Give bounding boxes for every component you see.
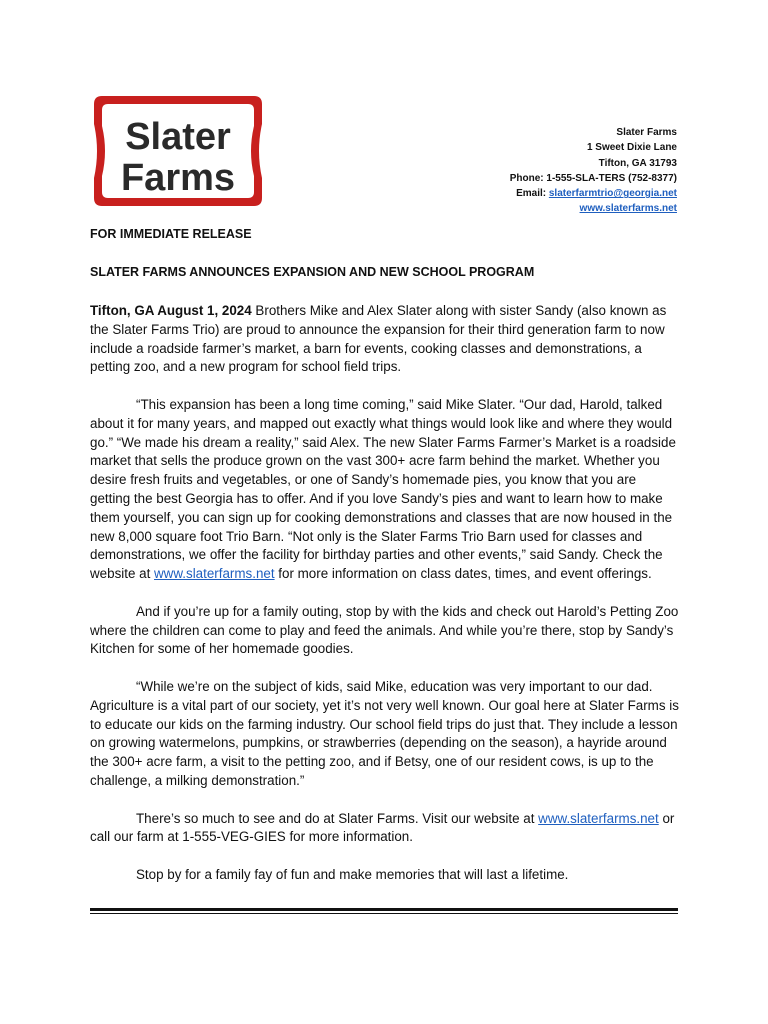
contact-email-link[interactable]: slaterfarmtrio@georgia.net [548, 188, 677, 200]
contact-website-link[interactable]: www.slaterfarms.net [579, 203, 677, 215]
contact-website-row [510, 201, 677, 216]
paragraph-5 [90, 810, 680, 848]
logo-graphic [90, 92, 266, 210]
paragraph-6-text: Stop by for a family fay of fun and make memories that will last a lifetime. [136, 866, 569, 882]
website-link-2[interactable]: www.slaterfarms.net [538, 810, 659, 826]
paragraph-4-text: “While we’re on the subject of kids, said Mike, education was very important to our dad. Agriculture is a vital part of our society, yet it’s not very well known. Our goal here at Slater Farms is to educate our kids on the farming industry. Our school field trips do just that. They include a lesson on growing watermelons, pumpkins, or strawberries (depending on the season), a hayride around the 300+ acre farm, a visit to the petting zoo, and if Betsy, one of our resident cows, is up to the challenge, a milking demonstration.” [90, 678, 679, 788]
release-label: FOR IMMEDIATE RELEASE [90, 227, 252, 241]
contact-email-label: Email: [516, 188, 549, 200]
contact-street: 1 Sweet Dixie Lane [586, 142, 677, 154]
contact-city: Tifton, GA 31793 [598, 157, 677, 169]
logo-text-line1: Slater [125, 116, 231, 158]
dateline: Tifton, GA August 1, 2024 [90, 303, 252, 318]
paragraph-3 [90, 603, 680, 659]
paragraph-3-text: And if you’re up for a family outing, stop by with the kids and check out Harold’s Petting Zoo where the children can come to play and feed the animals. And while you’re there, stop by Sandy’s Kitchen for some of her homemade goodies. [90, 603, 679, 657]
paragraph-4 [90, 678, 680, 791]
article-body [90, 302, 680, 904]
paragraph-5-tail: or call our farm at 1-555-VEG-GIES for more information. [90, 810, 675, 845]
paragraph-1-text: Brothers Mike and Alex Slater along with sister Sandy (also known as the Slater Farms Trio) are proud to announce the expansion for their third generation farm to now include a roadside farmer’s market, a barn for events, cooking classes and demonstrations, a petting zoo, and a new program for school field trips. [90, 303, 667, 375]
footer-rule-thick [90, 908, 678, 911]
paragraph-2-text: “This expansion has been a long time coming,” said Mike Slater. “Our dad, Harold, talked about it for many years, and mapped out exactly what things would look like and where they would go.” “We made his dream a reality,” said Alex. The new Slater Farms Farmer’s Market is a roadside market that sells the produce grown on the vast 300+ acre farm behind the market. Whether you desire fresh fruits and vegetables, or one of Sandy’s homemade pies, you know that you are getting the best Georgia has to offer. And if you love Sandy’s pies and want to learn how to make them yourself, you can sign up for cooking demonstrations and classes that are now housed in the new 8,000 square foot Trio Barn. “Not only is the Slater Farms Trio Barn used for classes and demonstrations, we offer the facility for birthday parties and other events,” said Sandy. Check the website at [90, 396, 676, 582]
paragraph-5-text: There’s so much to see and do at Slater Farms. Visit our website at [136, 810, 539, 826]
contact-email-row [510, 186, 677, 201]
paragraph-6 [90, 866, 680, 885]
contact-phone: Phone: 1-555-SLA-TERS (752-8377) [509, 172, 677, 184]
headline: SLATER FARMS ANNOUNCES EXPANSION AND NEW SCHOOL PROGRAM [90, 265, 535, 279]
website-link-1[interactable]: www.slaterfarms.net [154, 566, 275, 582]
slater-farms-logo [90, 92, 266, 210]
paragraph-1 [90, 302, 680, 377]
logo-text-line2: Farms [120, 157, 236, 199]
contact-company: Slater Farms [616, 127, 677, 138]
contact-block [510, 125, 677, 217]
paragraph-2-tail: for more information on class dates, times, and event offerings. [274, 566, 652, 582]
paragraph-2 [90, 396, 680, 584]
footer-rule-thin [90, 913, 678, 914]
